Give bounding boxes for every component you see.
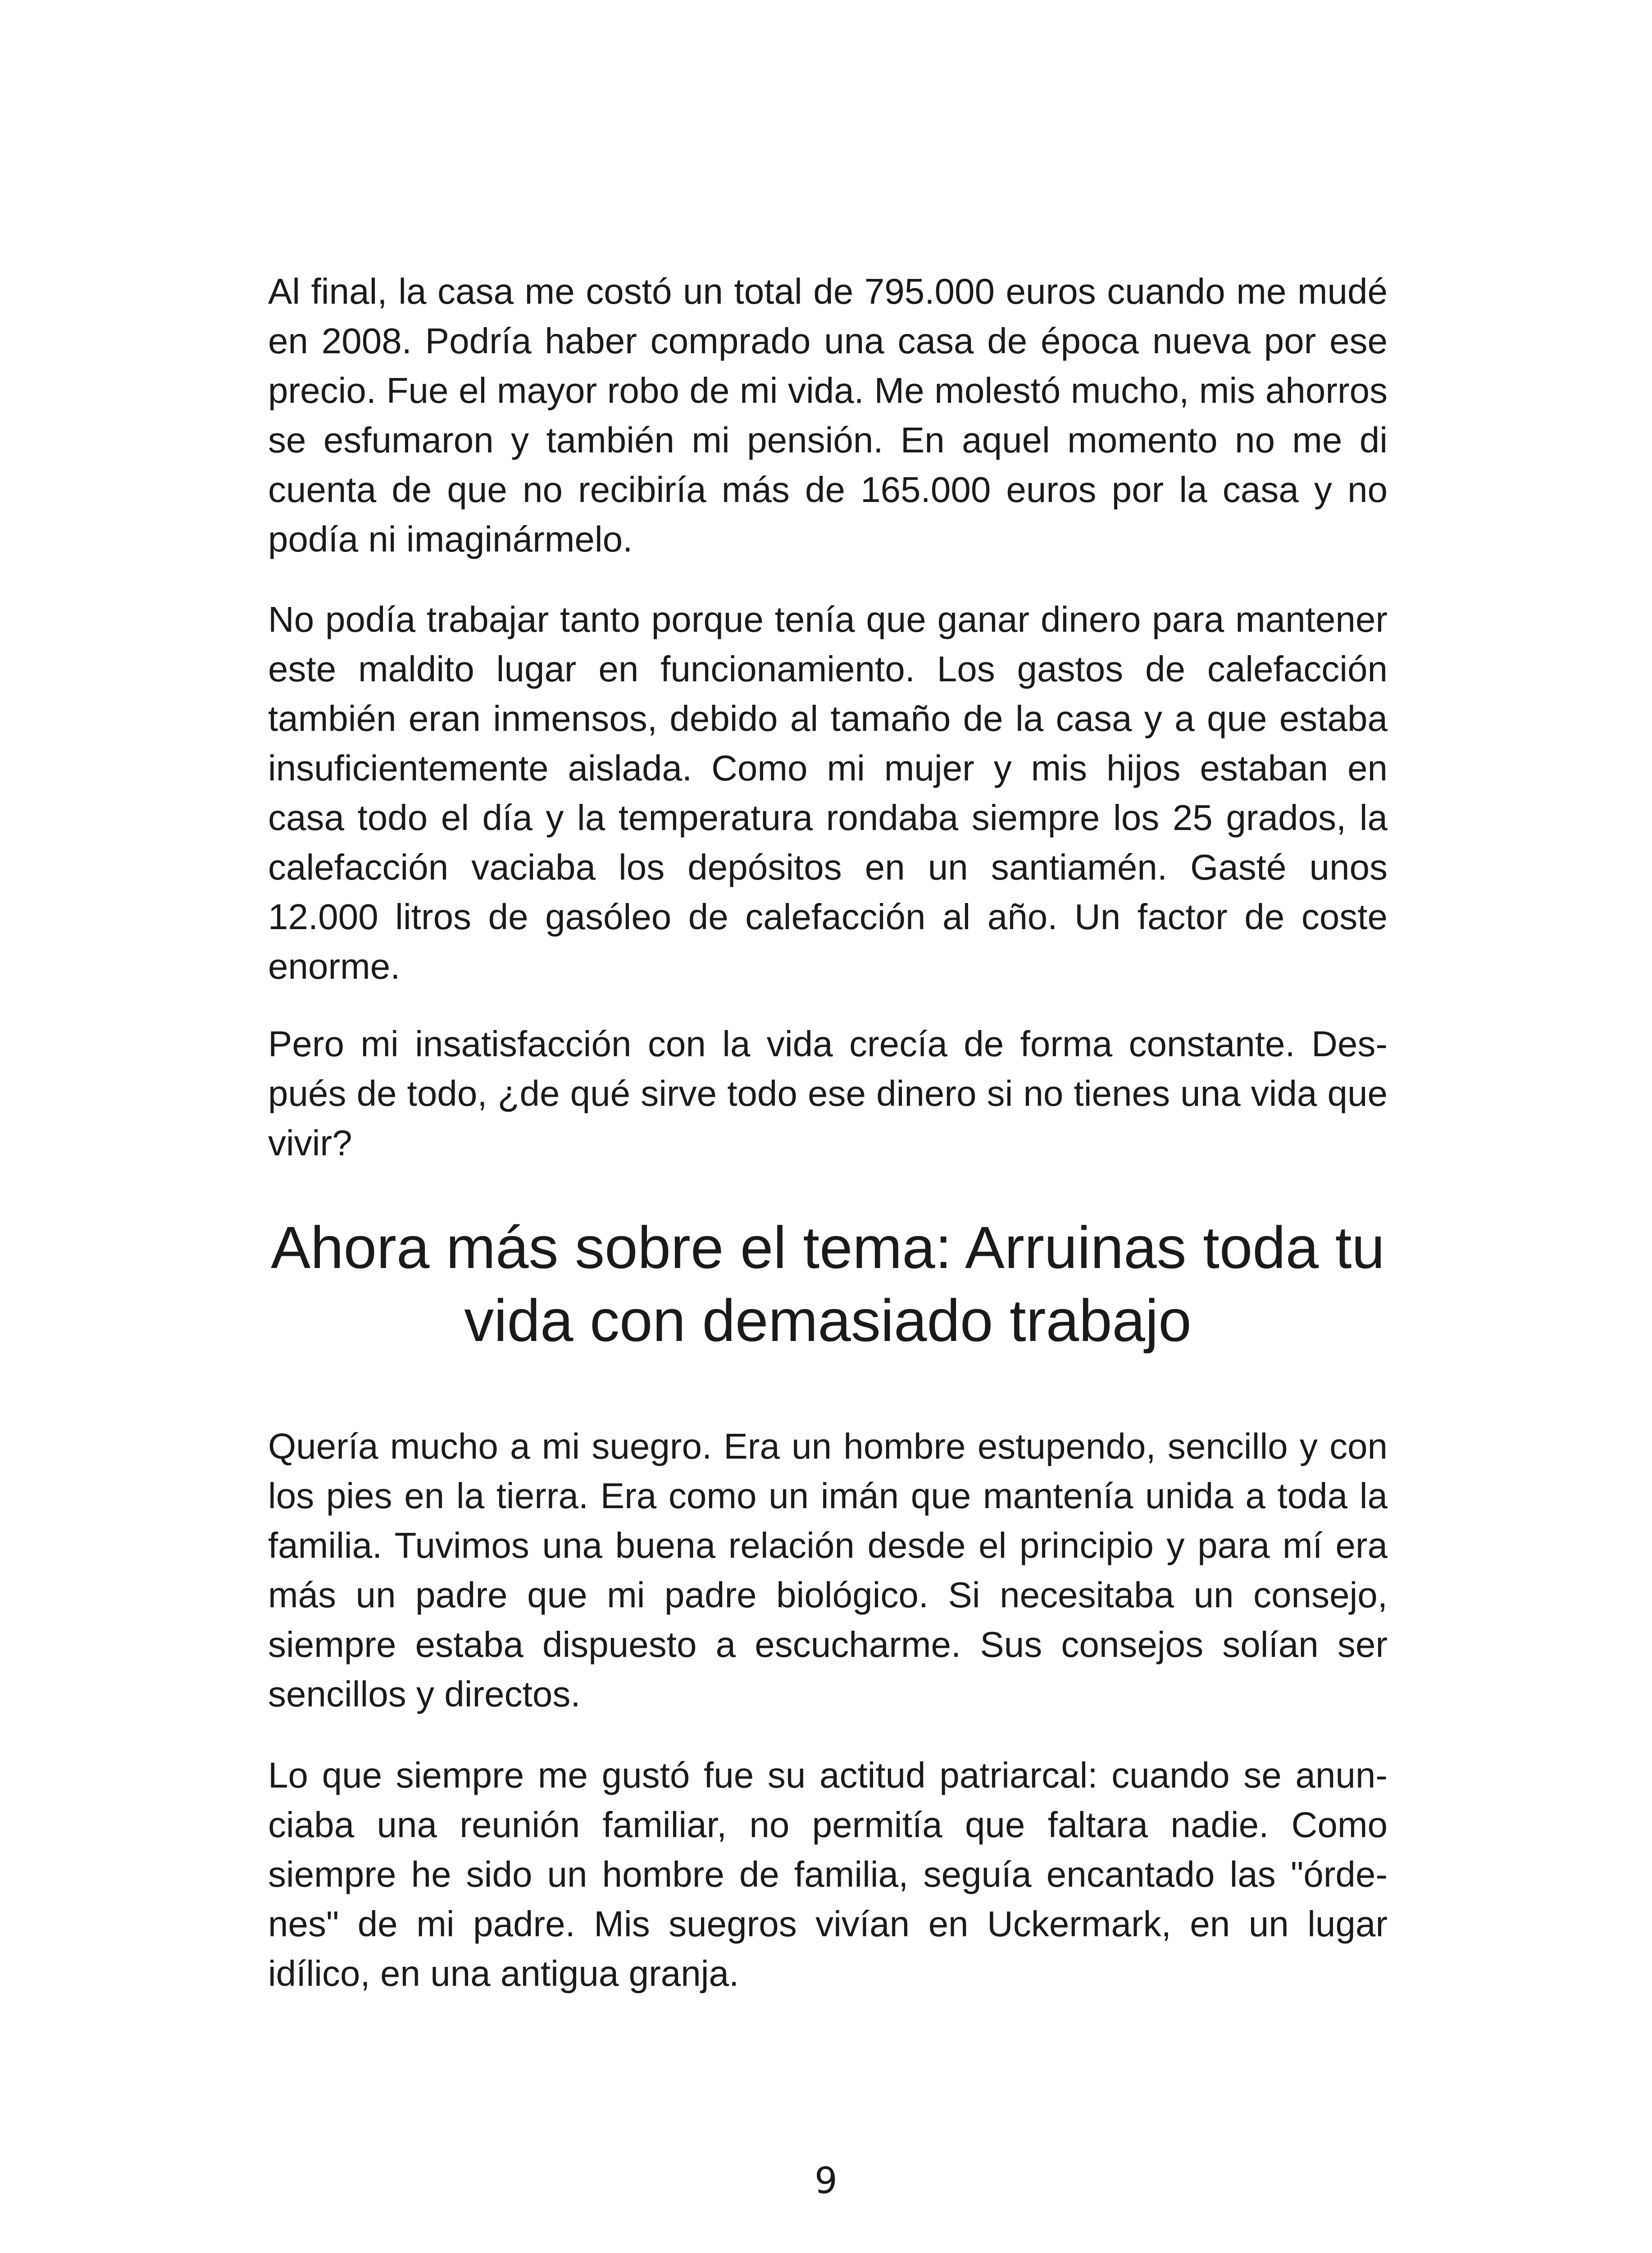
paragraph-text: No podía trabajar tanto porque tenía que ganar dinero para mantener este maldito lugar en funcionamiento. Los gastos de calefacción también eran inmensos, debido al tamaño de la casa y a que estaba insuficientemente aislada. Como mi mujer y mis hijos estaban en casa todo el día y la temperatura rondaba siempre los 25 grados, la calefacción vaciaba los depósitos en un santiamén. Gasté unos 12.000 litros de gasóleo de calefacción al año. Un factor de coste enorme. [268,599,1388,986]
page-number: 9 [815,2160,837,2202]
paragraph-house-cost [268,267,1388,564]
paragraph-text: Quería mucho a mi suegro. Era un hombre estupendo, sencillo y con los pies en la tierra. Era como un imán que mantenía unida a toda la familia. Tuvimos una buena relación desde el principio y para mí era más un padre que mi padre biológico. Si necesitaba un consejo, siempre estaba dispuesto a escucharme. Sus consejos solían ser sencillos y directos. [268,1426,1388,1714]
paragraph-family-meetings [268,1751,1388,1998]
paragraph-text: Al final, la casa me costó un total de 795.000 euros cuando me mudé en 2008. Podría haber comprado una casa de época nueva por ese precio. Fue el mayor robo de mi vida. Me molestó mucho, mis ahorros se esfumaron y también mi pensión. En aquel momento no me di cuenta de que no recibiría más de 165.000 euros por la casa y no podía ni imaginármelo. [268,271,1388,559]
paragraph-heating-costs [268,595,1388,991]
section-heading: Ahora más sobre el tema: Arruinas toda tu vida con demasiado trabajo [271,1214,1385,1354]
paragraph-text: Lo que siempre me gustó fue su actitud patriarcal: cuando se anunciaba una reunión familiar, no permitía que faltara nadie. Como siempre he sido un hombre de familia, seguía encantado las "órdenes" de mi padre. Mis suegros vivían en Uckermark, en un lugar idílico, en una antigua granja. [268,1755,1388,1993]
paragraph-text: Pero mi insatisfacción con la vida crecía de forma constante. Después de todo, ¿de qué sirve todo ese dinero si no tienes una vida que vivir? [268,1024,1388,1163]
paragraph-father-in-law [268,1422,1388,1719]
paragraph-dissatisfaction [268,1019,1388,1168]
